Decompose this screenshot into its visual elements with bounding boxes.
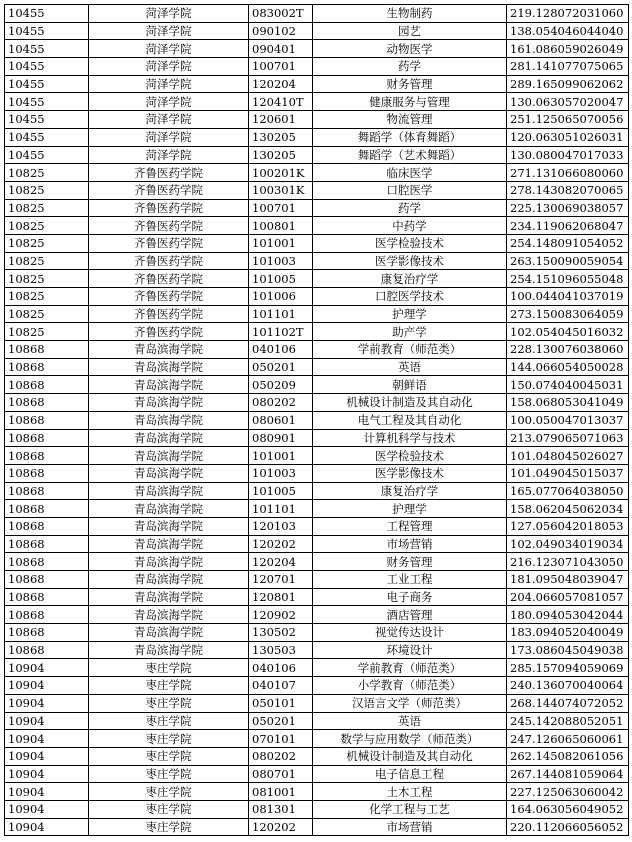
table-row [5,5,629,23]
major-name-cell: 助产学 [313,323,507,341]
table-row [5,571,629,589]
table-row [5,376,629,394]
score-cell: 102.049034019034 [507,535,629,553]
school-name-cell: 枣庄学院 [89,712,249,730]
score-cell: 180.094053042044 [507,606,629,624]
score-cell: 273.150083064059 [507,305,629,323]
school-code-cell: 10904 [5,659,89,677]
major-code-cell: 100701 [249,199,313,217]
school-code-cell: 10868 [5,641,89,659]
major-code-cell: 120202 [249,535,313,553]
score-cell: 165.077064038050 [507,482,629,500]
major-code-cell: 101003 [249,464,313,482]
score-cell: 101.049045015037 [507,464,629,482]
major-code-cell: 120202 [249,818,313,836]
school-name-cell: 青岛滨海学院 [89,624,249,642]
major-name-cell: 土木工程 [313,783,507,801]
major-code-cell: 080202 [249,394,313,412]
score-cell: 278.143082070065 [507,181,629,199]
major-code-cell: 083002T [249,5,313,23]
table-row [5,464,629,482]
school-name-cell: 青岛滨海学院 [89,411,249,429]
score-cell: 158.062045062034 [507,500,629,518]
score-cell: 144.066054050028 [507,358,629,376]
school-code-cell: 10868 [5,535,89,553]
school-name-cell: 枣庄学院 [89,730,249,748]
major-name-cell: 电子信息工程 [313,765,507,783]
score-cell: 150.074040045031 [507,376,629,394]
school-code-cell: 10455 [5,128,89,146]
school-name-cell: 齐鲁医药学院 [89,217,249,235]
school-code-cell: 10825 [5,305,89,323]
major-name-cell: 工程管理 [313,517,507,535]
school-code-cell: 10904 [5,818,89,836]
score-table [4,4,629,836]
major-code-cell: 081301 [249,800,313,818]
major-code-cell: 101001 [249,447,313,465]
table-row [5,800,629,818]
school-code-cell: 10904 [5,783,89,801]
school-code-cell: 10868 [5,571,89,589]
school-name-cell: 齐鲁医药学院 [89,234,249,252]
major-code-cell: 100201K [249,164,313,182]
major-code-cell: 101005 [249,482,313,500]
school-name-cell: 菏泽学院 [89,75,249,93]
school-code-cell: 10868 [5,411,89,429]
major-name-cell: 环境设计 [313,641,507,659]
table-row [5,747,629,765]
school-name-cell: 青岛滨海学院 [89,376,249,394]
school-code-cell: 10904 [5,747,89,765]
school-name-cell: 菏泽学院 [89,128,249,146]
major-code-cell: 120701 [249,571,313,589]
table-row [5,624,629,642]
table-row [5,588,629,606]
score-cell: 100.050047013037 [507,411,629,429]
score-cell: 262.145082061056 [507,747,629,765]
major-name-cell: 临床医学 [313,164,507,182]
school-code-cell: 10825 [5,199,89,217]
school-code-cell: 10868 [5,341,89,359]
major-code-cell: 101005 [249,270,313,288]
school-code-cell: 10825 [5,252,89,270]
major-code-cell: 101101 [249,305,313,323]
table-row [5,164,629,182]
score-cell: 271.131066080060 [507,164,629,182]
school-name-cell: 枣庄学院 [89,765,249,783]
major-name-cell: 健康服务与管理 [313,93,507,111]
major-name-cell: 园艺 [313,22,507,40]
table-row [5,553,629,571]
major-code-cell: 090102 [249,22,313,40]
score-cell: 251.125065070056 [507,111,629,129]
major-code-cell: 120801 [249,588,313,606]
major-name-cell: 英语 [313,712,507,730]
score-cell: 234.119062068047 [507,217,629,235]
school-code-cell: 10825 [5,164,89,182]
major-name-cell: 医学影像技术 [313,464,507,482]
major-code-cell: 120410T [249,93,313,111]
major-name-cell: 动物医学 [313,40,507,58]
table-row [5,146,629,164]
table-row [5,358,629,376]
score-cell: 164.063056049052 [507,800,629,818]
table-row [5,818,629,836]
major-name-cell: 财务管理 [313,553,507,571]
school-code-cell: 10825 [5,234,89,252]
score-cell: 100.044041037019 [507,288,629,306]
major-name-cell: 化学工程与工艺 [313,800,507,818]
school-name-cell: 齐鲁医药学院 [89,305,249,323]
table-row [5,694,629,712]
table-row [5,252,629,270]
table-row [5,447,629,465]
major-name-cell: 财务管理 [313,75,507,93]
major-name-cell: 朝鲜语 [313,376,507,394]
score-cell: 267.144081059064 [507,765,629,783]
school-code-cell: 10868 [5,447,89,465]
major-name-cell: 学前教育（师范类） [313,341,507,359]
major-code-cell: 101102T [249,323,313,341]
school-code-cell: 10868 [5,588,89,606]
major-code-cell: 130503 [249,641,313,659]
major-name-cell: 机械设计制造及其自动化 [313,747,507,765]
major-name-cell: 医学检验技术 [313,234,507,252]
score-cell: 227.125063060042 [507,783,629,801]
school-name-cell: 青岛滨海学院 [89,535,249,553]
score-cell: 181.095048039047 [507,571,629,589]
major-code-cell: 130205 [249,128,313,146]
major-code-cell: 040107 [249,677,313,695]
table-row [5,111,629,129]
major-code-cell: 050101 [249,694,313,712]
major-name-cell: 康复治疗学 [313,482,507,500]
school-name-cell: 枣庄学院 [89,677,249,695]
school-code-cell: 10868 [5,394,89,412]
school-name-cell: 菏泽学院 [89,40,249,58]
table-row [5,765,629,783]
school-code-cell: 10904 [5,694,89,712]
major-code-cell: 080601 [249,411,313,429]
major-name-cell: 机械设计制造及其自动化 [313,394,507,412]
table-row [5,58,629,76]
score-cell: 173.086045049038 [507,641,629,659]
school-code-cell: 10904 [5,730,89,748]
table-row [5,93,629,111]
table-row [5,482,629,500]
score-cell: 247.126065060061 [507,730,629,748]
major-name-cell: 工业工程 [313,571,507,589]
school-code-cell: 10868 [5,624,89,642]
major-name-cell: 护理学 [313,305,507,323]
score-cell: 220.112066056052 [507,818,629,836]
score-cell: 127.056042018053 [507,517,629,535]
major-name-cell: 护理学 [313,500,507,518]
school-code-cell: 10868 [5,358,89,376]
major-name-cell: 药学 [313,58,507,76]
table-row [5,75,629,93]
school-name-cell: 青岛滨海学院 [89,482,249,500]
school-code-cell: 10868 [5,429,89,447]
major-code-cell: 100701 [249,58,313,76]
school-name-cell: 枣庄学院 [89,818,249,836]
major-code-cell: 130205 [249,146,313,164]
table-row [5,199,629,217]
school-code-cell: 10868 [5,500,89,518]
table-row [5,730,629,748]
score-cell: 213.079065071063 [507,429,629,447]
score-cell: 285.157094059069 [507,659,629,677]
major-name-cell: 舞蹈学（艺术舞蹈） [313,146,507,164]
table-row [5,535,629,553]
table-row [5,234,629,252]
school-name-cell: 菏泽学院 [89,146,249,164]
school-code-cell: 10868 [5,482,89,500]
school-code-cell: 10825 [5,181,89,199]
score-cell: 245.142088052051 [507,712,629,730]
major-name-cell: 市场营销 [313,818,507,836]
table-row [5,341,629,359]
admission-score-sheet [4,4,628,836]
score-cell: 120.063051026031 [507,128,629,146]
major-code-cell: 101101 [249,500,313,518]
major-name-cell: 计算机科学与技术 [313,429,507,447]
school-name-cell: 菏泽学院 [89,58,249,76]
school-name-cell: 菏泽学院 [89,22,249,40]
score-cell: 216.123071043050 [507,553,629,571]
major-code-cell: 080901 [249,429,313,447]
school-code-cell: 10455 [5,58,89,76]
major-name-cell: 市场营销 [313,535,507,553]
score-cell: 102.054045016032 [507,323,629,341]
major-name-cell: 物流管理 [313,111,507,129]
school-code-cell: 10868 [5,606,89,624]
major-name-cell: 康复治疗学 [313,270,507,288]
school-name-cell: 菏泽学院 [89,93,249,111]
school-name-cell: 青岛滨海学院 [89,358,249,376]
score-cell: 289.165099062062 [507,75,629,93]
school-code-cell: 10904 [5,712,89,730]
major-code-cell: 070101 [249,730,313,748]
major-name-cell: 口腔医学技术 [313,288,507,306]
table-row [5,323,629,341]
score-cell: 263.150090059054 [507,252,629,270]
school-name-cell: 青岛滨海学院 [89,571,249,589]
major-code-cell: 120103 [249,517,313,535]
school-code-cell: 10825 [5,323,89,341]
table-row [5,270,629,288]
score-cell: 225.130069038057 [507,199,629,217]
school-name-cell: 齐鲁医药学院 [89,164,249,182]
score-cell: 161.086059026049 [507,40,629,58]
table-row [5,677,629,695]
score-cell: 183.094052040049 [507,624,629,642]
score-cell: 240.136070040064 [507,677,629,695]
school-name-cell: 青岛滨海学院 [89,341,249,359]
table-row [5,606,629,624]
major-code-cell: 100301K [249,181,313,199]
score-cell: 130.063057020047 [507,93,629,111]
table-row [5,305,629,323]
major-name-cell: 英语 [313,358,507,376]
school-name-cell: 青岛滨海学院 [89,588,249,606]
school-code-cell: 10868 [5,376,89,394]
major-name-cell: 舞蹈学（体育舞蹈） [313,128,507,146]
school-code-cell: 10825 [5,217,89,235]
major-name-cell: 口腔医学 [313,181,507,199]
major-name-cell: 学前教育（师范类） [313,659,507,677]
major-name-cell: 生物制药 [313,5,507,23]
major-name-cell: 医学检验技术 [313,447,507,465]
school-name-cell: 菏泽学院 [89,5,249,23]
school-code-cell: 10455 [5,93,89,111]
score-cell: 268.144074072052 [507,694,629,712]
major-name-cell: 汉语言文学（师范类） [313,694,507,712]
table-row [5,22,629,40]
score-cell: 254.148091054052 [507,234,629,252]
school-name-cell: 青岛滨海学院 [89,447,249,465]
table-row [5,429,629,447]
school-code-cell: 10904 [5,800,89,818]
major-code-cell: 120204 [249,553,313,571]
major-code-cell: 120204 [249,75,313,93]
major-name-cell: 医学影像技术 [313,252,507,270]
table-row [5,712,629,730]
school-code-cell: 10455 [5,146,89,164]
school-code-cell: 10825 [5,288,89,306]
major-code-cell: 050201 [249,358,313,376]
school-code-cell: 10455 [5,5,89,23]
major-code-cell: 050201 [249,712,313,730]
score-table-body [5,5,629,836]
major-code-cell: 101001 [249,234,313,252]
school-code-cell: 10825 [5,270,89,288]
school-name-cell: 齐鲁医药学院 [89,252,249,270]
major-name-cell: 电气工程及其自动化 [313,411,507,429]
school-name-cell: 枣庄学院 [89,694,249,712]
school-name-cell: 青岛滨海学院 [89,394,249,412]
table-row [5,217,629,235]
major-name-cell: 酒店管理 [313,606,507,624]
major-code-cell: 081001 [249,783,313,801]
major-name-cell: 视觉传达设计 [313,624,507,642]
school-code-cell: 10868 [5,464,89,482]
school-name-cell: 齐鲁医药学院 [89,199,249,217]
school-code-cell: 10904 [5,677,89,695]
table-row [5,394,629,412]
school-name-cell: 青岛滨海学院 [89,553,249,571]
school-code-cell: 10904 [5,765,89,783]
score-cell: 101.048045026027 [507,447,629,465]
table-row [5,181,629,199]
major-code-cell: 130502 [249,624,313,642]
school-name-cell: 齐鲁医药学院 [89,288,249,306]
school-name-cell: 齐鲁医药学院 [89,270,249,288]
major-code-cell: 101003 [249,252,313,270]
major-name-cell: 电子商务 [313,588,507,606]
major-code-cell: 120902 [249,606,313,624]
school-code-cell: 10455 [5,40,89,58]
score-cell: 228.130076038060 [507,341,629,359]
school-name-cell: 枣庄学院 [89,783,249,801]
school-name-cell: 青岛滨海学院 [89,500,249,518]
school-code-cell: 10455 [5,111,89,129]
table-row [5,411,629,429]
table-row [5,128,629,146]
school-name-cell: 枣庄学院 [89,659,249,677]
school-name-cell: 青岛滨海学院 [89,464,249,482]
school-name-cell: 枣庄学院 [89,747,249,765]
score-cell: 158.068053041049 [507,394,629,412]
major-code-cell: 101006 [249,288,313,306]
score-cell: 254.151096055048 [507,270,629,288]
major-name-cell: 数学与应用数学（师范类） [313,730,507,748]
major-code-cell: 050209 [249,376,313,394]
table-row [5,40,629,58]
major-name-cell: 药学 [313,199,507,217]
score-cell: 281.141077075065 [507,58,629,76]
major-code-cell: 080701 [249,765,313,783]
school-code-cell: 10868 [5,517,89,535]
school-name-cell: 青岛滨海学院 [89,429,249,447]
school-name-cell: 青岛滨海学院 [89,606,249,624]
school-name-cell: 齐鲁医药学院 [89,181,249,199]
school-name-cell: 菏泽学院 [89,111,249,129]
score-cell: 138.054046044040 [507,22,629,40]
school-name-cell: 青岛滨海学院 [89,517,249,535]
school-code-cell: 10455 [5,22,89,40]
table-row [5,500,629,518]
score-cell: 204.066057081057 [507,588,629,606]
school-code-cell: 10455 [5,75,89,93]
school-name-cell: 枣庄学院 [89,800,249,818]
school-name-cell: 齐鲁医药学院 [89,323,249,341]
major-code-cell: 040106 [249,659,313,677]
school-code-cell: 10868 [5,553,89,571]
major-name-cell: 小学教育（师范类） [313,677,507,695]
school-name-cell: 青岛滨海学院 [89,641,249,659]
table-row [5,659,629,677]
major-code-cell: 040106 [249,341,313,359]
major-code-cell: 080202 [249,747,313,765]
table-row [5,517,629,535]
table-row [5,641,629,659]
score-cell: 130.080047017033 [507,146,629,164]
table-row [5,288,629,306]
major-code-cell: 100801 [249,217,313,235]
major-code-cell: 120601 [249,111,313,129]
major-code-cell: 090401 [249,40,313,58]
score-cell: 219.128072031060 [507,5,629,23]
table-row [5,783,629,801]
major-name-cell: 中药学 [313,217,507,235]
